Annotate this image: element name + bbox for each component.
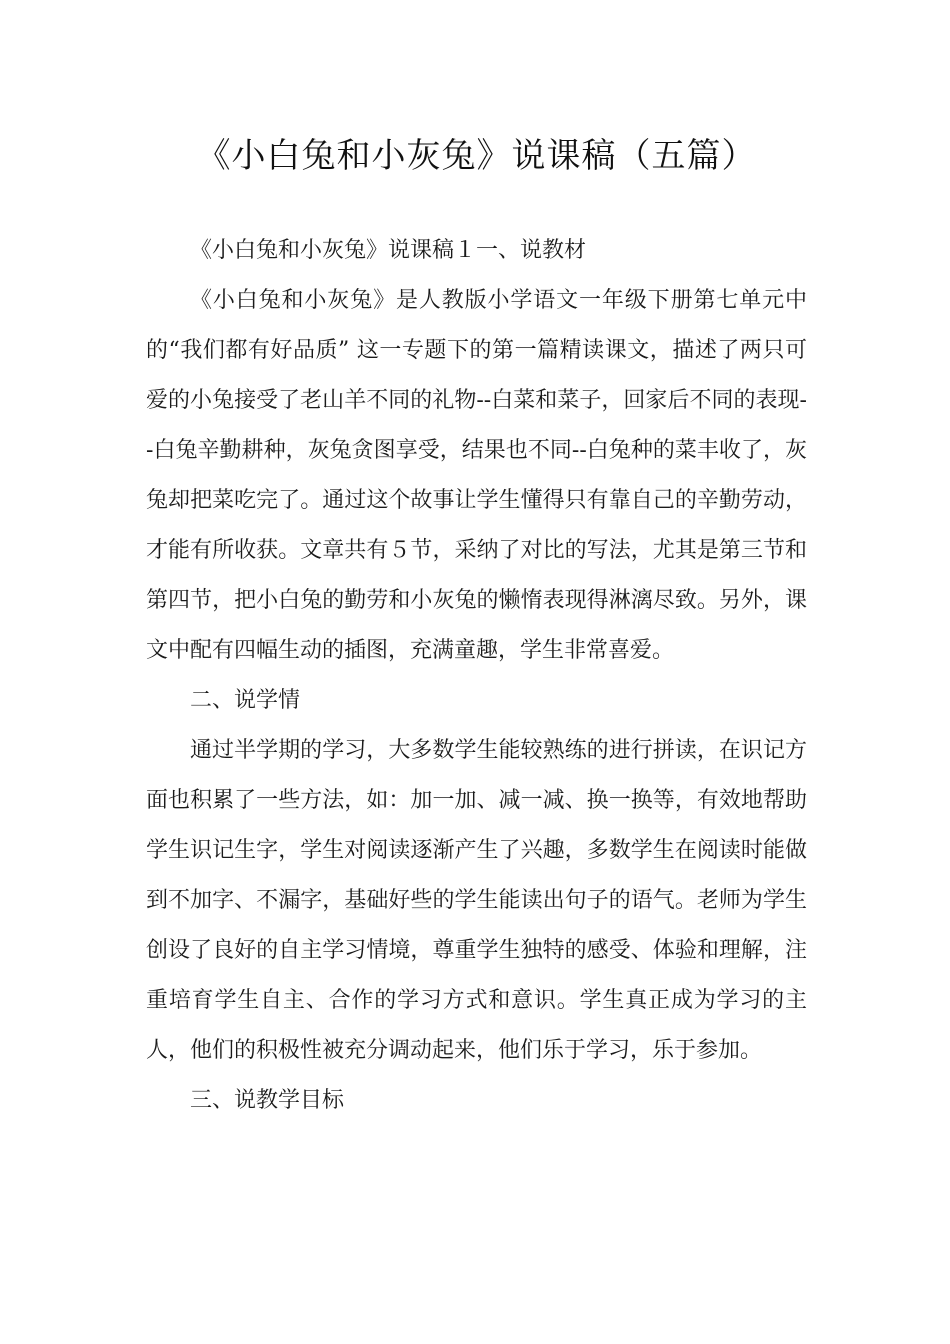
- document-title: 《小白兔和小灰兔》说课稿（五篇）: [196, 136, 757, 176]
- paragraph-students: 通过半学期的学习，大多数学生能较熟练的进行拼读，在识记方面也积累了一些方法，如：加一加、减一减、换一换等，有效地帮助学生识记生字，学生对阅读逐渐产生了兴趣，多数学生在阅读时能做到不加字、不漏字，基础好些的学生能读出句子的语气。老师为学生创设了良好的自主学习情境，尊重学生独特的感受、体验和理解，注重培育学生自主、合作的学习方式和意识。学生真正成为学习的主人，他们的积极性被充分调动起来，他们乐于学习，乐于参加。: [146, 738, 807, 1063]
- section-heading-students: 二、说学情: [190, 688, 301, 713]
- section-heading-intro: 《小白兔和小灰兔》说课稿１一、说教材: [190, 238, 587, 263]
- section-heading-goals: 三、说教学目标: [190, 1088, 345, 1113]
- document-body: [146, 226, 807, 1126]
- paragraph-textbook: 《小白兔和小灰兔》是人教版小学语文一年级下册第七单元中的“我们都有好品质” 这一专题下的第一篇精读课文，描述了两只可爱的小兔接受了老山羊不同的礼物--白菜和菜子，回家后不同的表现--白兔辛勤耕种，灰兔贪图享受，结果也不同--白兔种的菜丰收了，灰兔却把菜吃完了。通过这个故事让学生懂得只有靠自己的辛勤劳动，才能有所收获。文章共有５节，采纳了对比的写法，尤其是第三节和第四节，把小白兔的勤劳和小灰兔的懒惰表现得淋漓尽致。另外，课文中配有四幅生动的插图，充满童趣，学生非常喜爱。: [146, 288, 807, 663]
